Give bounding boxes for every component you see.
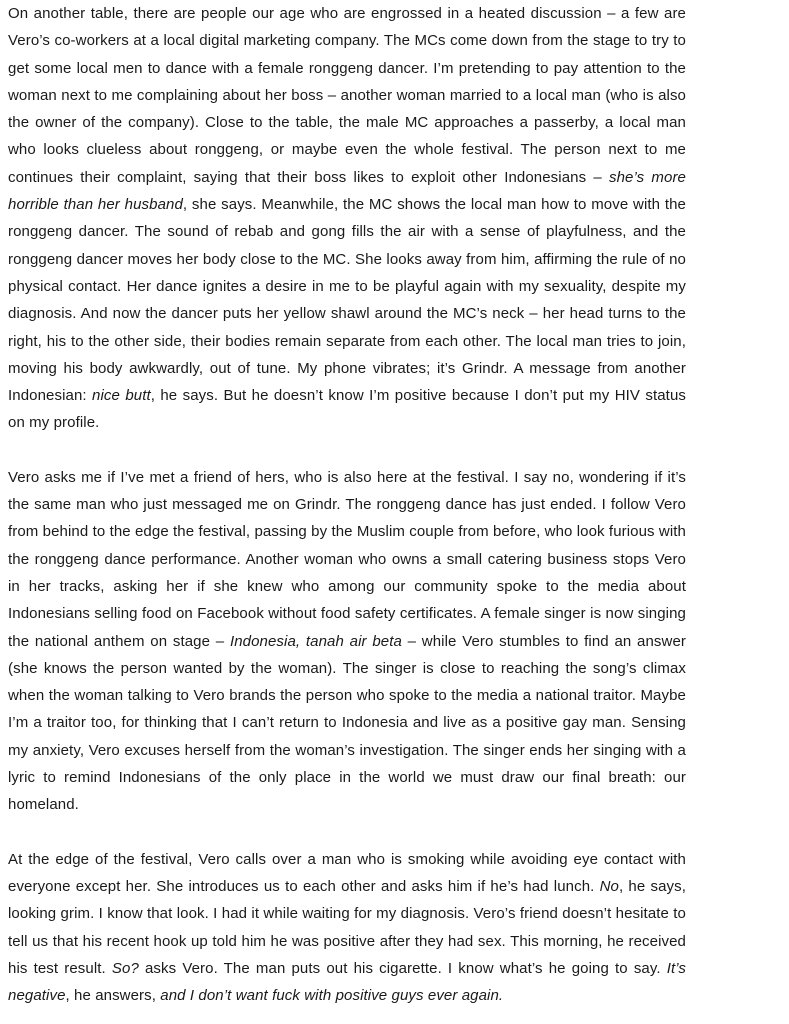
text-run: , she says. Meanwhile, the MC shows the local man how to move with the ronggeng dancer. The sound of rebab and gong fills the air with a sense of playfulness, and the ronggeng dancer moves her body close to the MC. She looks away from him, affirming the rule of no physical contact. Her dance ignites a desire in me to be playful again with my sexuality, despite my diagnosis. And now the dancer puts her yellow shawl around the MC’s neck – her head turns to the right, his to the other side, their bodies remain separate from each other. The local man tries to join, moving his body awkwardly, out of tune. My phone vibrates; it’s Grindr. A message from another Indonesian: [8, 196, 686, 405]
text-run: At the edge of the festival, Vero calls over a man who is smoking while avoiding eye contact with everyone except her. She introduces us to each other and asks him if he’s had lunch. [8, 850, 686, 895]
paragraph-3 [8, 846, 686, 1010]
italic-text-run: Indonesia, tanah air beta [229, 632, 402, 650]
paragraph-1 [8, 0, 686, 437]
text-run: On another table, there are people our age who are engrossed in a heated discussion – a few are Vero’s co-workers at a local digital marketing company. The MCs come down from the stage to try to get some local men to dance with a female ronggeng dancer. I’m pretending to pay attention to the woman next to me complaining about her boss – another woman married to a local man (who is also the owner of the company). Close to the table, the male MC approaches a passerby, a local man who looks clueless about ronggeng, or maybe even the whole festival. The person next to me continues their complaint, saying that their boss likes to exploit other Indonesians – [8, 5, 686, 186]
paragraph-2 [8, 464, 686, 819]
italic-text-run: she’s more horrible than her husband [8, 168, 686, 214]
text-run: – while Vero stumbles to find an answer (she knows the person wanted by the woman). The singer is close to reaching the song’s climax when the woman talking to Vero brands the person who spoke to the media a national traitor. Maybe I’m a traitor too, for thinking that I can’t return to Indonesia and live as a positive gay man. Sensing my anxiety, Vero excuses herself from the woman’s investigation. The singer ends her singing with a lyric to remind Indonesians of the only place in the world we must draw our final breath: our homeland. [8, 632, 687, 814]
text-run: asks Vero. The man puts out his cigarette. I know what’s he going to say. [138, 959, 667, 977]
italic-text-run: So? [111, 959, 139, 977]
italic-text-run: nice butt [92, 387, 151, 405]
text-run: , he says. But he doesn’t know I’m positive because I don’t put my HIV status on my profile. [8, 387, 686, 432]
text-run: , he says, looking grim. I know that look. I had it while waiting for my diagnosis. Vero’s friend doesn’t hesitate to tell us that his recent hook up told him he was positive after they had sex. This morning, he received his test result. [8, 877, 687, 977]
italic-text-run: It’s negative [8, 959, 687, 1005]
text-run: , he answers, [65, 987, 161, 1005]
text-run: Vero asks me if I’ve met a friend of hers, who is also here at the festival. I say no, wondering if it’s the same man who just messaged me on Grindr. The ronggeng dance has just ended. I follow Vero from behind to the edge the festival, passing by the Muslim couple from before, who look furious with the ronggeng dance performance. Another woman who owns a small catering business stops Vero in her tracks, asking her if she knew who among our community spoke to the media about Indonesians selling food on Facebook without food safety certificates. A female singer is now singing the national anthem on stage – [8, 468, 686, 650]
italic-text-run: No [599, 877, 619, 895]
italic-text-run: and I don’t want fuck with positive guys ever again. [160, 987, 504, 1005]
